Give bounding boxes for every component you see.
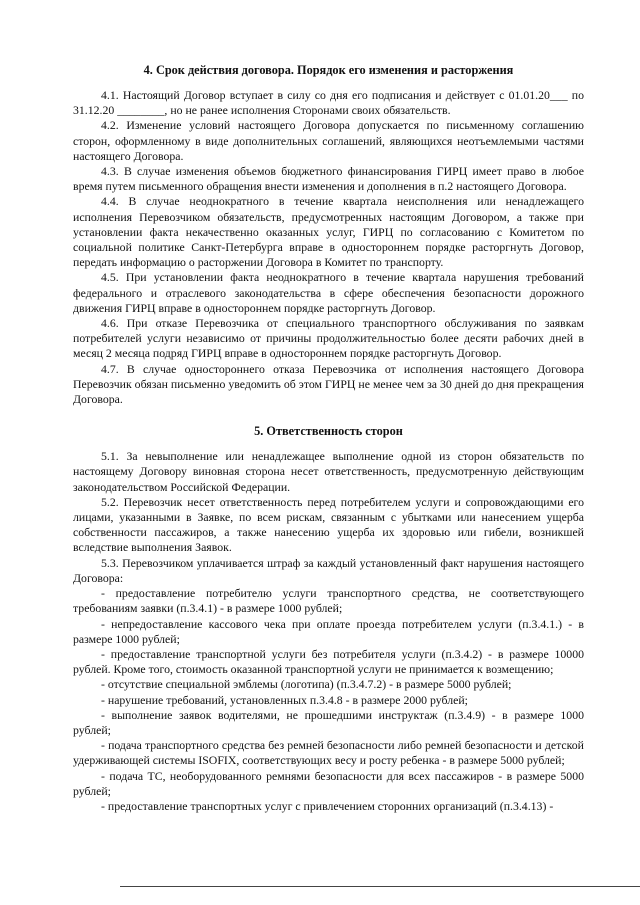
section-5-title: 5. Ответственность сторон [254, 424, 403, 439]
clause-4-2: 4.2. Изменение условий настоящего Договора допускается по письменному соглашению сторон, оформленному в виде дополнительных соглашений, являющихся неотъемлемыми частями настоящего Договора. [73, 118, 584, 163]
penalty-item: - выполнение заявок водителями, не прошедшими инструктаж (п.3.4.9) - в размере 1000 рублей; [73, 707, 584, 737]
clause-4-3: 4.3. В случае изменения объемов бюджетного финансирования ГИРЦ имеет право в любое время путем письменного обращения внести изменения и дополнения в п.2 настоящего Договора. [73, 164, 584, 194]
penalty-item: - предоставление транспортной услуги без потребителя услуги (п.3.4.2) - в размере 10000 рублей. Кроме того, стоимость оказанной транспортной услуги не принимается к возмещению; [73, 646, 584, 677]
penalty-item: - предоставление потребителю услуги транспортного средства, не соответствующего требованиям заявки (п.3.4.1) - в размере 1000 рублей; [73, 586, 584, 616]
penalty-item: - непредоставление кассового чека при оплате проезда потребителем услуги (п.3.4.1.) - в размере 1000 рублей; [73, 616, 584, 646]
clause-5-1: 5.1. За невыполнение или ненадлежащее выполнение одной из сторон обязательств по настоящему Договору виновная сторона несет ответственность, предусмотренную действующим законодательством Российской Федерации. [73, 449, 584, 494]
section-4-title: 4. Срок действия договора. Порядок его изменения и расторжения [143, 63, 514, 77]
clause-4-4: 4.4. В случае неоднократного в течение квартала неисполнения или ненадлежащего исполнения Перевозчиком обязательств, предусмотренных настоящим Договором, а также при установлении факта некачественно оказанных услуг, ГИРЦ по согласованию с Комитетом по социальной политике Санкт-Петербурга вправе в одностороннем порядке расторгнуть Договор, передать информацию о расторжении Договора в Комитет по транспорту. [73, 194, 584, 270]
clause-5-2: 5.2. Перевозчик несет ответственность перед потребителем услуги и сопровождающими его лицами, указанными в Заявке, по всем рискам, связанным с убытками или нанесением ущерба собственности пассажиров, а также нанесению ущерба их здоровью или гибели, возникшей вследствие выполнения Заявок. [73, 494, 584, 555]
clause-4-6: 4.6. При отказе Перевозчика от специального транспортного обслуживания по заявкам потребителей услуги независимо от причины продолжительностью более десяти рабочих дней в месяц 2 месяца подряд ГИРЦ вправе в одностороннем порядке расторгнуть Договор. [73, 316, 584, 361]
clause-4-7: 4.7. В случае одностороннего отказа Перевозчика от исполнения настоящего Договора Перевозчик обязан письменно уведомить об этом ГИРЦ не менее чем за 30 дней до дня прекращения Договора. [73, 361, 584, 407]
penalty-item: - предоставление транспортных услуг с привлечением сторонних организаций (п.3.4.13) - [101, 798, 554, 813]
penalty-item: - нарушение требований, установленных п.3.4.8 - в размере 2000 рублей; [101, 692, 468, 707]
penalty-item: - отсутствие специальной эмблемы (логотипа) (п.3.4.7.2) - в размере 5000 рублей; [101, 677, 512, 692]
penalty-item: - подача ТС, необорудованного ремнями безопасности для всех пассажиров - в размере 5000 рублей; [73, 768, 584, 798]
page-bottom-rule [120, 886, 640, 887]
clause-4-5: 4.5. При установлении факта неоднократного в течение квартала нарушения требований федерального и отраслевого законодательства в сфере обеспечения безопасности дорожного движения ГИРЦ вправе в одностороннем порядке расторгнуть Договор. [73, 270, 584, 315]
clause-5-3: 5.3. Перевозчиком уплачивается штраф за каждый установленный факт нарушения настоящего Договора: [73, 555, 584, 585]
penalty-item: - подача транспортного средства без ремней безопасности либо ремней безопасности и детской удерживающей системы ISOFIX, соответствующих весу и росту ребенка - в размере 5000 рублей; [73, 738, 584, 768]
clause-4-1: 4.1. Настоящий Договор вступает в силу со дня его подписания и действует с 01.01.20___ по 31.12.20 ________, но не ранее исполнения Сторонами своих обязательств. [73, 88, 584, 118]
